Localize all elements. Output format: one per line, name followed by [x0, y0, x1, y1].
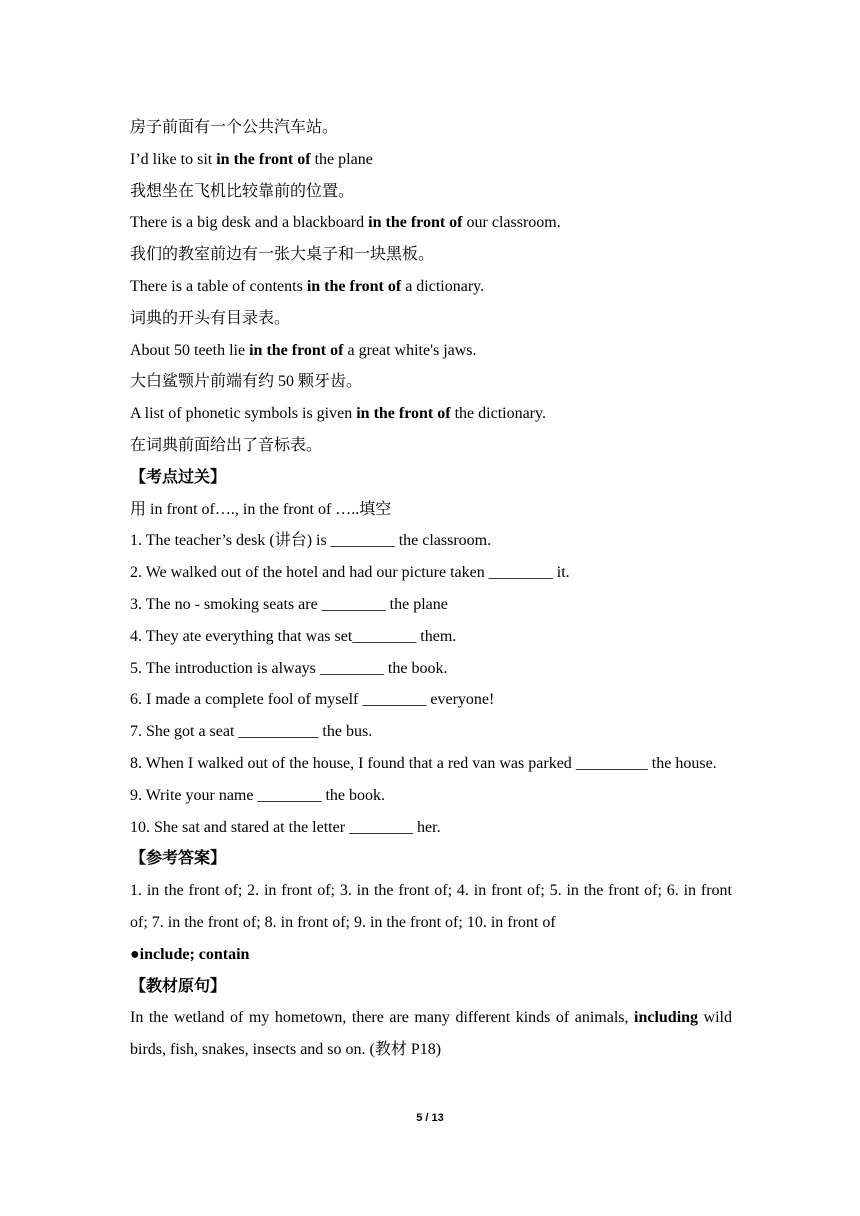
example-sentence [130, 398, 732, 430]
example-sentence [130, 335, 732, 367]
sentence-text: There is a big desk and a blackboard [130, 214, 369, 232]
page-content [130, 112, 732, 1066]
exercise-item: 10. She sat and stared at the letter ________ her. [130, 818, 441, 836]
exercise-item: 4. They ate everything that was set________ them. [130, 627, 457, 645]
example-translation: 房子前面有一个公共汽车站。 [130, 119, 339, 136]
key-phrase: in the front of [306, 277, 402, 295]
source-sentence [130, 1002, 732, 1066]
sentence-text: a great white's jaws. [343, 341, 477, 359]
sentence-text: wild birds, fish, snakes, insects and so on. (教材 P18) [130, 1009, 732, 1059]
page-number: 5 / 13 [416, 1112, 444, 1124]
example-translation: 大白鲨颚片前端有约 50 颗牙齿。 [130, 373, 363, 391]
exercise-item: 8. When I walked out of the house, I found that a red van was parked _________ the house. [130, 754, 717, 772]
exercise-item: 7. She got a seat __________ the bus. [130, 723, 373, 741]
sentence-text: There is a table of contents [130, 277, 307, 295]
exercise-item: 2. We walked out of the hotel and had our picture taken ________ it. [130, 564, 570, 582]
sentence-text: the plane [310, 150, 373, 168]
sentence-text: a dictionary. [401, 277, 485, 295]
sentence-text: I’d like to sit [130, 150, 217, 168]
topic-title: ●include; contain [130, 945, 250, 963]
key-phrase: including [634, 1009, 699, 1027]
sentence-text: About 50 teeth lie [130, 341, 250, 359]
exercise-item: 3. The no - smoking seats are ________ the plane [130, 595, 448, 613]
key-phrase: in the front of [216, 150, 311, 168]
key-phrase: in the front of [249, 341, 344, 359]
exercise-item: 9. Write your name ________ the book. [130, 786, 386, 804]
exercise-instruction: 用 in front of…., in the front of …..填空 [130, 500, 392, 518]
exercise-heading: 【考点过关】 [130, 468, 227, 486]
sentence-text: A list of phonetic symbols is given [130, 405, 357, 423]
sentence-text: our classroom. [462, 214, 561, 232]
sentence-text: the dictionary. [450, 405, 546, 423]
answers-heading: 【参考答案】 [130, 850, 227, 868]
key-phrase: in the front of [356, 405, 451, 423]
answers-text: 1. in the front of; 2. in front of; 3. in the front of; 4. in front of; 5. in the front of; 6. in front of; 7. in the front of; 8. in front of; 9. in the front of; 10. in front of [130, 882, 732, 931]
exercise-item: 6. I made a complete fool of myself ________ everyone! [130, 691, 495, 709]
example-sentence [130, 207, 732, 239]
example-sentence [130, 144, 732, 176]
exercise-item: 5. The introduction is always ________ the book. [130, 659, 448, 677]
source-sentence-heading: 【教材原句】 [130, 977, 227, 995]
key-phrase: in the front of [368, 214, 463, 232]
example-translation: 我想坐在飞机比较靠前的位置。 [130, 182, 355, 200]
exercise-item: 1. The teacher’s desk (讲台) is ________ the classroom. [130, 532, 492, 550]
example-translation: 词典的开头有目录表。 [130, 309, 291, 327]
example-translation: 在词典前面给出了音标表。 [130, 436, 323, 454]
example-translation: 我们的教室前边有一张大桌子和一块黑板。 [130, 246, 435, 264]
sentence-text: In the wetland of my hometown, there are many different kinds of animals, [130, 1009, 635, 1027]
example-sentence [130, 271, 732, 303]
